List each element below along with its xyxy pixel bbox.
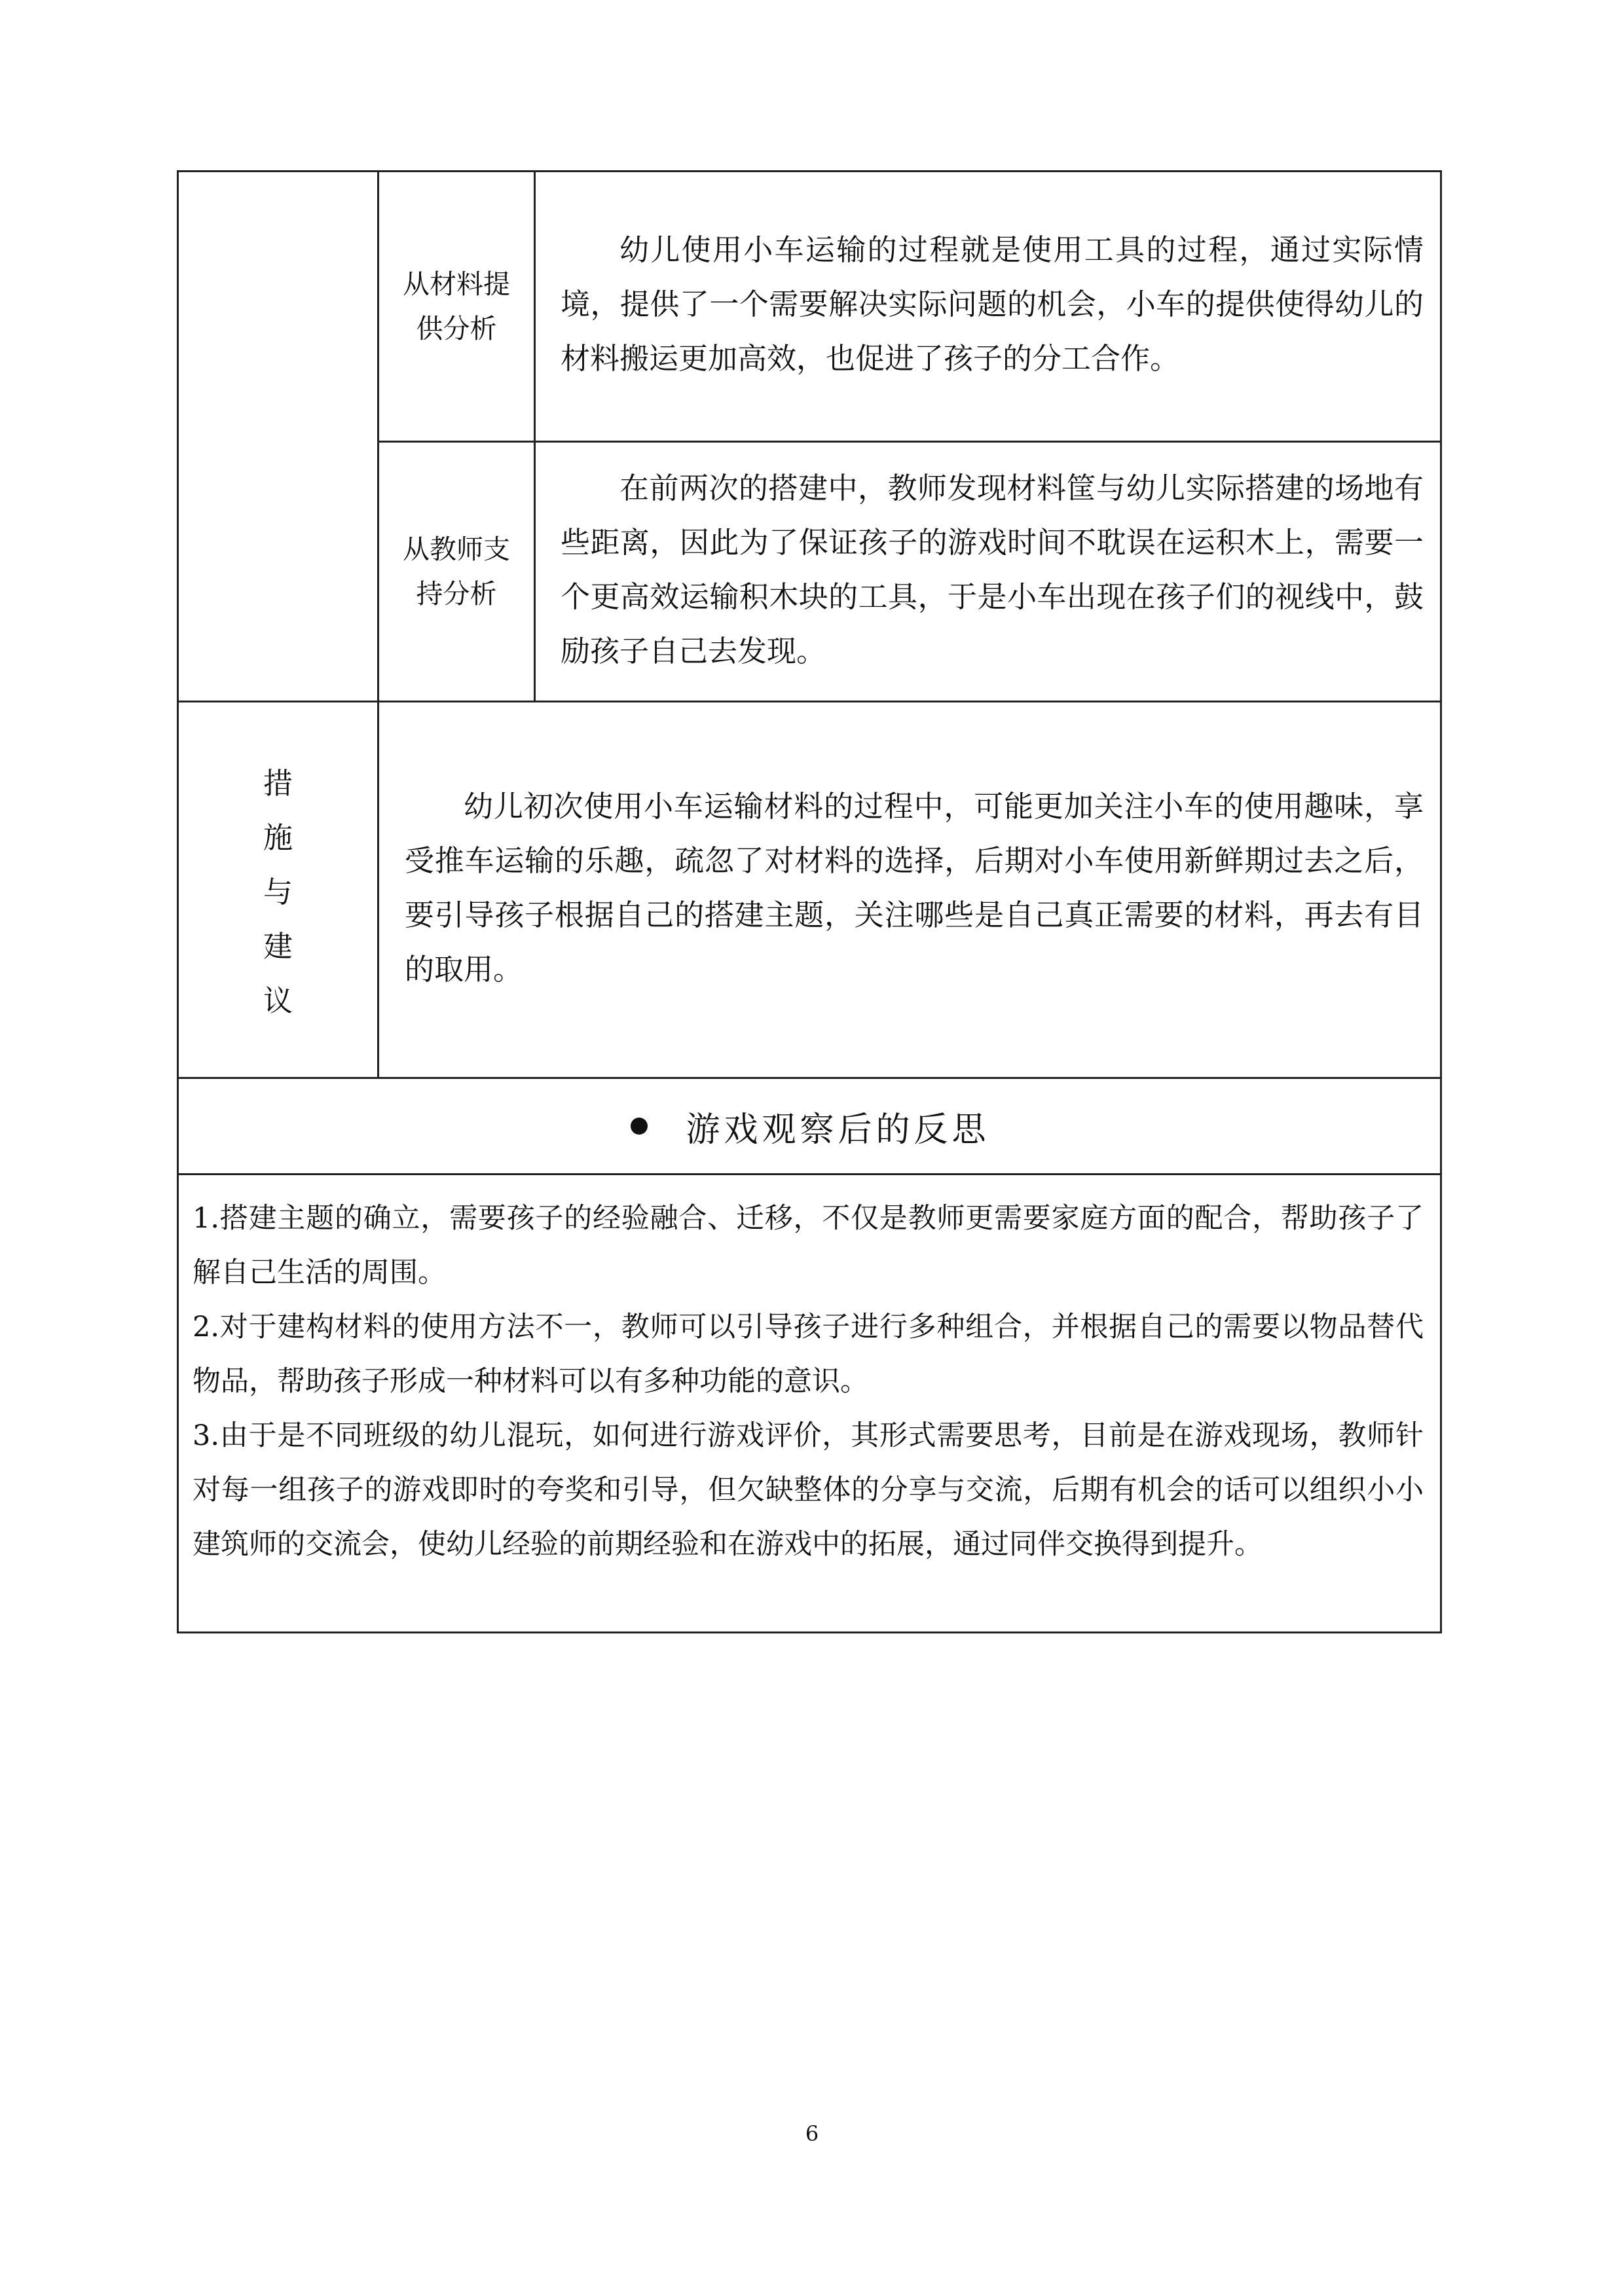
table-divider bbox=[177, 1173, 1442, 1175]
measures-label: 措 施 与 建 议 bbox=[263, 766, 293, 1018]
reflection-heading: 游戏观察后的反思 bbox=[179, 1079, 1442, 1173]
teacher-support-text: 在前两次的搭建中，教师发现材料筐与幼儿实际搭建的场地有些距离，因此为了保证孩子的游戏时间不耽误在运积木上，需要一个更高效运输积木块的工具，于是小车出现在孩子们的视线中，鼓励孩子自己去发现。 bbox=[561, 471, 1424, 668]
bullet-icon bbox=[631, 1118, 648, 1135]
list-item: 3.由于是不同班级的幼儿混玩，如何进行游戏评价，其形式需要思考，目前是在游戏现场，教师针对每一组孩子的游戏即时的夸奖和引导，但欠缺整体的分享与交流，后期有机会的话可以组织小小建筑师的交流会，使幼儿经验的前期经验和在游戏中的拓展，通过同伴交换得到提升。 bbox=[193, 1419, 1424, 1561]
table-divider bbox=[177, 701, 1442, 702]
teacher-support-label: 从教师支持分析 bbox=[403, 534, 510, 610]
list-item: 1.搭建主题的确立，需要孩子的经验融合、迁移，不仅是教师更需要家庭方面的配合，帮助孩子了解自己生活的周围。 bbox=[193, 1202, 1424, 1289]
material-analysis-label: 从材料提供分析 bbox=[403, 268, 510, 344]
measures-text: 幼儿初次使用小车运输材料的过程中，可能更加关注小车的使用趣味，享受推车运输的乐趣，疏忽了对材料的选择，后期对小车使用新鲜期过去之后，要引导孩子根据自己的搭建主题，关注哪些是自己真正需要的材料，再去有目的取用。 bbox=[405, 789, 1424, 987]
material-analysis-text: 幼儿使用小车运输的过程就是使用工具的过程，通过实际情境，提供了一个需要解决实际问题的机会，小车的提供使得幼儿的材料搬运更加高效，也促进了孩子的分工合作。 bbox=[561, 232, 1424, 376]
list-item: 2.对于建构材料的使用方法不一，教师可以引导孩子进行多种组合，并根据自己的需要以物品替代物品，帮助孩子形成一种材料可以有多种功能的意识。 bbox=[193, 1311, 1424, 1398]
reflection-list bbox=[193, 1192, 1424, 1572]
table-divider bbox=[534, 170, 536, 701]
table-divider bbox=[377, 441, 1442, 443]
page-number: 6 bbox=[805, 2121, 819, 2146]
